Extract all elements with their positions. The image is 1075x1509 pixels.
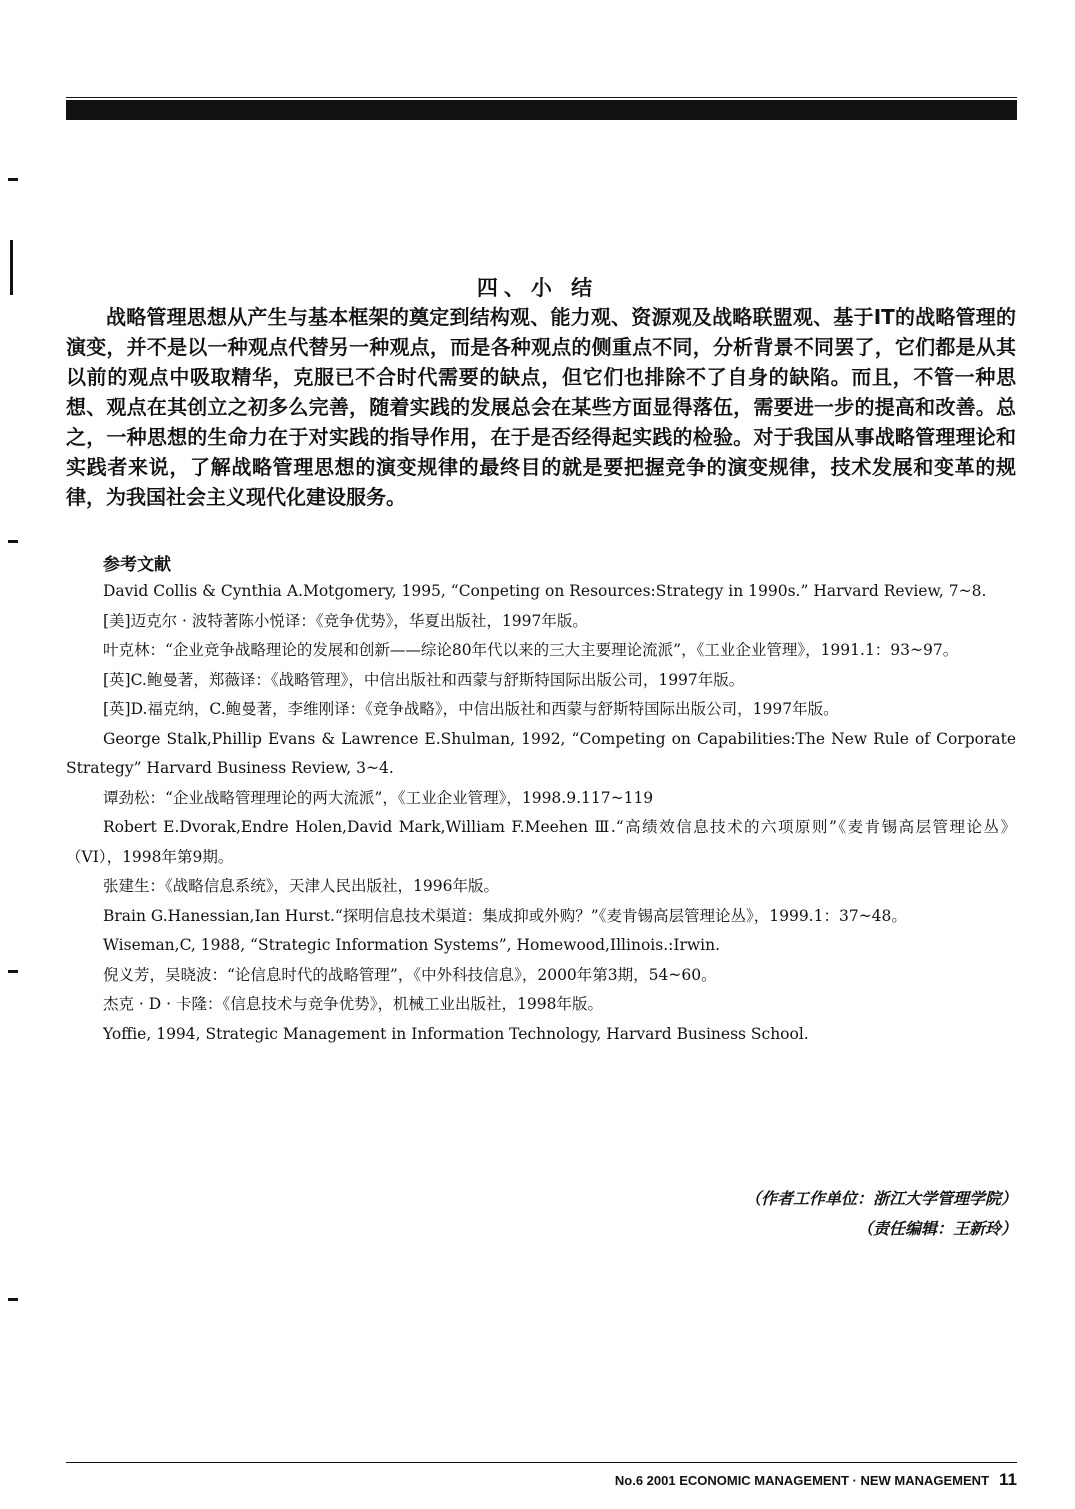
references-heading: 参考文献 — [103, 555, 171, 575]
summary-paragraph: 战略管理思想从产生与基本框架的奠定到结构观、能力观、资源观及战略联盟观、基于IT的战略管理的演变，并不是以一种观点代替另一种观点，而是各种观点的侧重点不同，分析背景不同罢了，它们都是从其以前的观点中吸取精华，克服已不合时代需要的缺点，但它们也排除不了自身的缺陷。而且，不管一种思想、观点在其创立之初多么完善，随着实践的发展总会在某些方面显得落伍，需要进一步的提高和改善。总之，一种思想的生命力在于对实践的指导作用，在于是否经得起实践的检验。对于我国从事战略管理理论和实践者来说，了解战略管理思想的演变规律的最终目的就是要把握竞争的演变规律，技术发展和变革的规律，为我国社会主义现代化建设服务。 — [66, 305, 1016, 509]
scan-mark — [8, 540, 18, 543]
reference-item: David Collis & Cynthia A.Motgomery, 1995, “Conpeting on Resources:Strategy in 1990s.” Harvard Review, 7~8. — [103, 582, 987, 600]
reference-item: [美]迈克尔 · 波特著陈小悦译：《竞争优势》，华夏出版社，1997年版。 — [103, 611, 588, 630]
page-number: 11 — [999, 1470, 1017, 1489]
header-bar — [66, 100, 1017, 120]
reference-item: Robert E.Dvorak,Endre Holen,David Mark,William F.Meehen Ⅲ.“高绩效信息技术的六项原则”《麦肯锡高层管理论丛》（VI），1998年第9期。 — [66, 818, 1016, 866]
reference-item: Brain G.Hanessian,Ian Hurst.“探明信息技术渠道：集成抑或外购？”《麦肯锡高层管理论丛》，1999.1：37~48。 — [103, 906, 907, 925]
reference-item: 杰克 · D · 卡隆：《信息技术与竞争优势》，机械工业出版社，1998年版。 — [103, 995, 603, 1013]
editor: （责任编辑：王新玲） — [856, 1219, 1017, 1238]
reference-item: [英]D.福克纳，C.鲍曼著，李维刚译：《竞争战略》，中信出版社和西蒙与舒斯特国际出版公司，1997年版。 — [103, 700, 839, 718]
author-unit: （作者工作单位：浙江大学管理学院） — [744, 1189, 1017, 1208]
page-footer — [615, 1470, 1017, 1490]
reference-item: 张建生：《战略信息系统》，天津人民出版社，1996年版。 — [103, 877, 499, 895]
reference-item: Wiseman,C, 1988, “Strategic Information Systems”, Homewood,Illinois.:Irwin. — [103, 936, 721, 954]
journal-info: No.6 2001 ECONOMIC MANAGEMENT · NEW MANAGEMENT — [614, 1473, 990, 1488]
section-title: 四、小 结 — [476, 276, 599, 300]
reference-item: [英]C.鲍曼著，郑薇译：《战略管理》，中信出版社和西蒙与舒斯特国际出版公司，1997年版。 — [103, 670, 745, 689]
affiliation — [745, 1184, 1017, 1244]
reference-item: Yoffie, 1994, Strategic Management in Information Technology, Harvard Business School. — [103, 1024, 809, 1043]
header-rule — [66, 97, 1017, 98]
references-list — [66, 577, 1016, 1049]
reference-item: George Stalk,Phillip Evans & Lawrence E.Shulman, 1992, “Competing on Capabilities:The New Rule of Corporate Strategy” Harvard Business Review, 3~4. — [66, 729, 1016, 777]
reference-item: 倪义芳，吴晓波：“论信息时代的战略管理”，《中外科技信息》，2000年第3期，54~60。 — [103, 965, 717, 984]
scan-mark — [8, 970, 18, 973]
scan-mark — [8, 1298, 18, 1301]
footer-rule — [66, 1462, 1017, 1463]
reference-item: 谭劲松：“企业战略管理理论的两大流派”，《工业企业管理》，1998.9.117~119 — [103, 788, 654, 807]
reference-item: 叶克林：“企业竞争战略理论的发展和创新——综论80年代以来的三大主要理论流派”，《工业企业管理》，1991.1：93~97。 — [103, 641, 959, 659]
scan-mark — [8, 178, 18, 181]
